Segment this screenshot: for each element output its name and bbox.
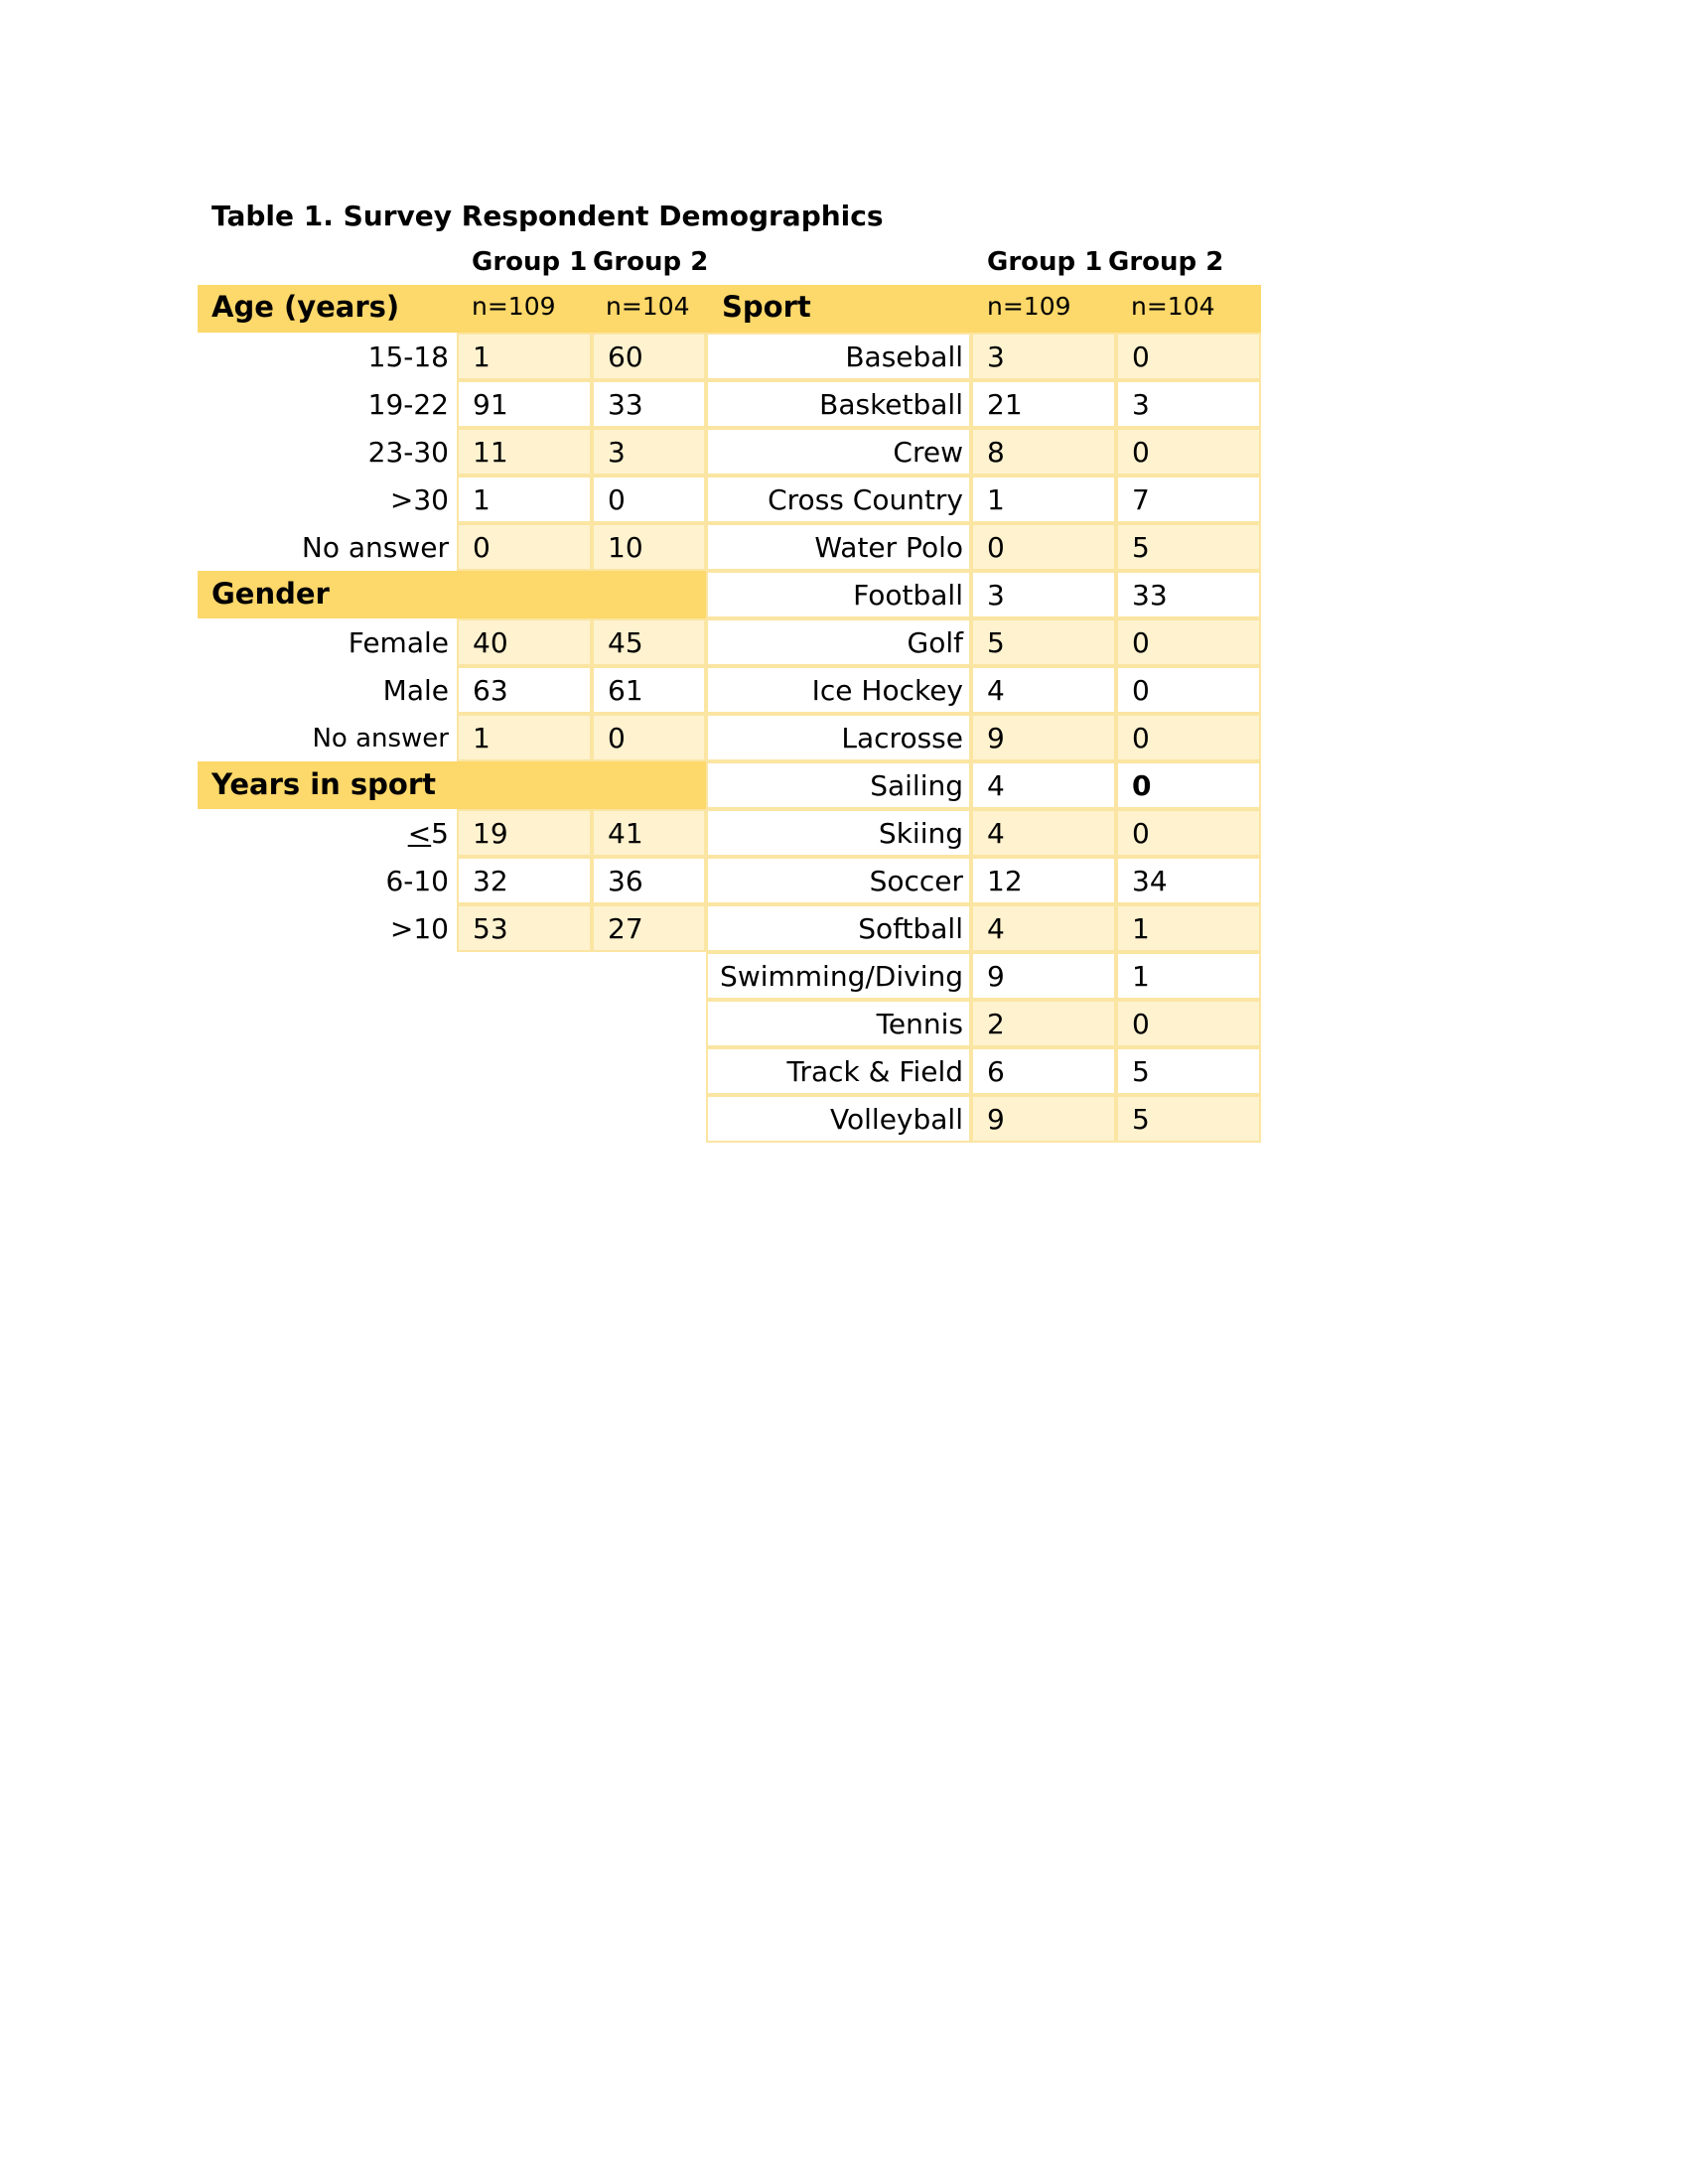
years-group1-value: 32 <box>457 857 592 904</box>
sport-row-label: Softball <box>706 904 971 952</box>
age-row-label: >30 <box>389 483 449 516</box>
age-row-label: 23-30 <box>367 436 449 469</box>
age-n-group2: n=104 <box>606 292 690 321</box>
sport-row-label: Swimming/Diving <box>706 952 971 1000</box>
age-group2-value: 60 <box>592 333 706 380</box>
age-group1-value: 11 <box>457 428 592 476</box>
sport-group1-value: 4 <box>971 904 1116 952</box>
gender-row-label: Male <box>382 674 449 707</box>
sport-row-label: Football <box>706 571 971 618</box>
age-group1-value: 1 <box>457 476 592 523</box>
sport-row-label: Tennis <box>706 1000 971 1047</box>
sport-row-label: Crew <box>706 428 971 476</box>
years-group2-value: 27 <box>592 904 706 952</box>
gender-group1-value: 1 <box>457 714 592 761</box>
age-header: Age (years) <box>211 290 400 324</box>
age-group2-value: 10 <box>592 523 706 571</box>
sport-n-group2: n=104 <box>1131 292 1215 321</box>
age-group2-value: 3 <box>592 428 706 476</box>
gender-row-label: No answer <box>312 724 449 753</box>
less-than-equal-symbol: < <box>407 817 432 850</box>
sport-group1-value: 21 <box>971 380 1116 428</box>
gender-group2-value: 45 <box>592 618 706 666</box>
sport-row-label: Golf <box>706 618 971 666</box>
age-group2-value: 33 <box>592 380 706 428</box>
age-group1-value: 91 <box>457 380 592 428</box>
age-row-label: No answer <box>301 531 449 564</box>
age-group1-value: 0 <box>457 523 592 571</box>
sport-row-label: Soccer <box>706 857 971 904</box>
sport-row-label: Track & Field <box>706 1047 971 1095</box>
sport-n-group1: n=109 <box>987 292 1071 321</box>
right-group2-heading: Group 2 <box>1108 247 1224 277</box>
years-row-label: 6-10 <box>385 865 449 897</box>
sport-group2-value: 0 <box>1116 1000 1261 1047</box>
years-section-header: Years in sport <box>198 761 706 809</box>
age-row-label: 15-18 <box>367 341 449 373</box>
sport-group1-value: 3 <box>971 571 1116 618</box>
years-group1-value: 53 <box>457 904 592 952</box>
right-group1-heading: Group 1 <box>987 247 1103 277</box>
gender-group1-value: 40 <box>457 618 592 666</box>
left-group1-heading: Group 1 <box>472 247 588 277</box>
sport-group2-value: 3 <box>1116 380 1261 428</box>
gender-group2-value: 61 <box>592 666 706 714</box>
sport-group1-value: 1 <box>971 476 1116 523</box>
sport-row-label: Volleyball <box>706 1095 971 1143</box>
sport-group2-value: 0 <box>1116 666 1261 714</box>
sport-group2-value: 34 <box>1116 857 1261 904</box>
sport-row-label: Sailing <box>706 761 971 809</box>
sport-group2-value: 5 <box>1116 523 1261 571</box>
age-group2-value: 0 <box>592 476 706 523</box>
age-n-group1: n=109 <box>472 292 556 321</box>
sport-group1-value: 9 <box>971 1095 1116 1143</box>
sport-row-label: Baseball <box>706 333 971 380</box>
sport-group1-value: 4 <box>971 761 1116 809</box>
age-group1-value: 1 <box>457 333 592 380</box>
sport-group1-value: 3 <box>971 333 1116 380</box>
sport-row-label: Lacrosse <box>706 714 971 761</box>
gender-group2-value: 0 <box>592 714 706 761</box>
sport-group2-value: 33 <box>1116 571 1261 618</box>
sport-header: Sport <box>722 290 811 324</box>
sport-row-label: Cross Country <box>706 476 971 523</box>
gender-group1-value: 63 <box>457 666 592 714</box>
sport-group1-value: 8 <box>971 428 1116 476</box>
sport-group2-value: 7 <box>1116 476 1261 523</box>
sport-group2-value: 1 <box>1116 904 1261 952</box>
sport-row-label: Basketball <box>706 380 971 428</box>
years-group2-value: 41 <box>592 809 706 857</box>
sport-group2-value: 0 <box>1116 618 1261 666</box>
sport-row-label: Water Polo <box>706 523 971 571</box>
sport-group1-value: 2 <box>971 1000 1116 1047</box>
sport-group2-value: 5 <box>1116 1095 1261 1143</box>
years-row-label <box>198 809 457 857</box>
sport-group2-value: 0 <box>1116 714 1261 761</box>
sport-group2-value: 0 <box>1116 809 1261 857</box>
sport-group2-value: 1 <box>1116 952 1261 1000</box>
sport-group2-value: 0 <box>1116 333 1261 380</box>
age-row-label: 19-22 <box>367 388 449 421</box>
table-title: Table 1. Survey Respondent Demographics <box>211 200 884 232</box>
sport-group1-value: 0 <box>971 523 1116 571</box>
years-group2-value: 36 <box>592 857 706 904</box>
sport-group1-value: 9 <box>971 714 1116 761</box>
sport-row-label: Ice Hockey <box>706 666 971 714</box>
sport-group2-value: 0 <box>1116 761 1261 809</box>
sport-group1-value: 4 <box>971 809 1116 857</box>
sport-group2-value: 0 <box>1116 428 1261 476</box>
sport-group1-value: 4 <box>971 666 1116 714</box>
sport-group1-value: 12 <box>971 857 1116 904</box>
left-group2-heading: Group 2 <box>593 247 709 277</box>
sport-group1-value: 6 <box>971 1047 1116 1095</box>
years-label-value: 5 <box>431 817 449 850</box>
gender-section-header: Gender <box>198 571 706 618</box>
sport-group2-value: 5 <box>1116 1047 1261 1095</box>
years-row-label: >10 <box>389 912 449 945</box>
sport-group1-value: 5 <box>971 618 1116 666</box>
years-group1-value: 19 <box>457 809 592 857</box>
sport-group1-value: 9 <box>971 952 1116 1000</box>
gender-row-label: Female <box>348 626 449 659</box>
sport-row-label: Skiing <box>706 809 971 857</box>
